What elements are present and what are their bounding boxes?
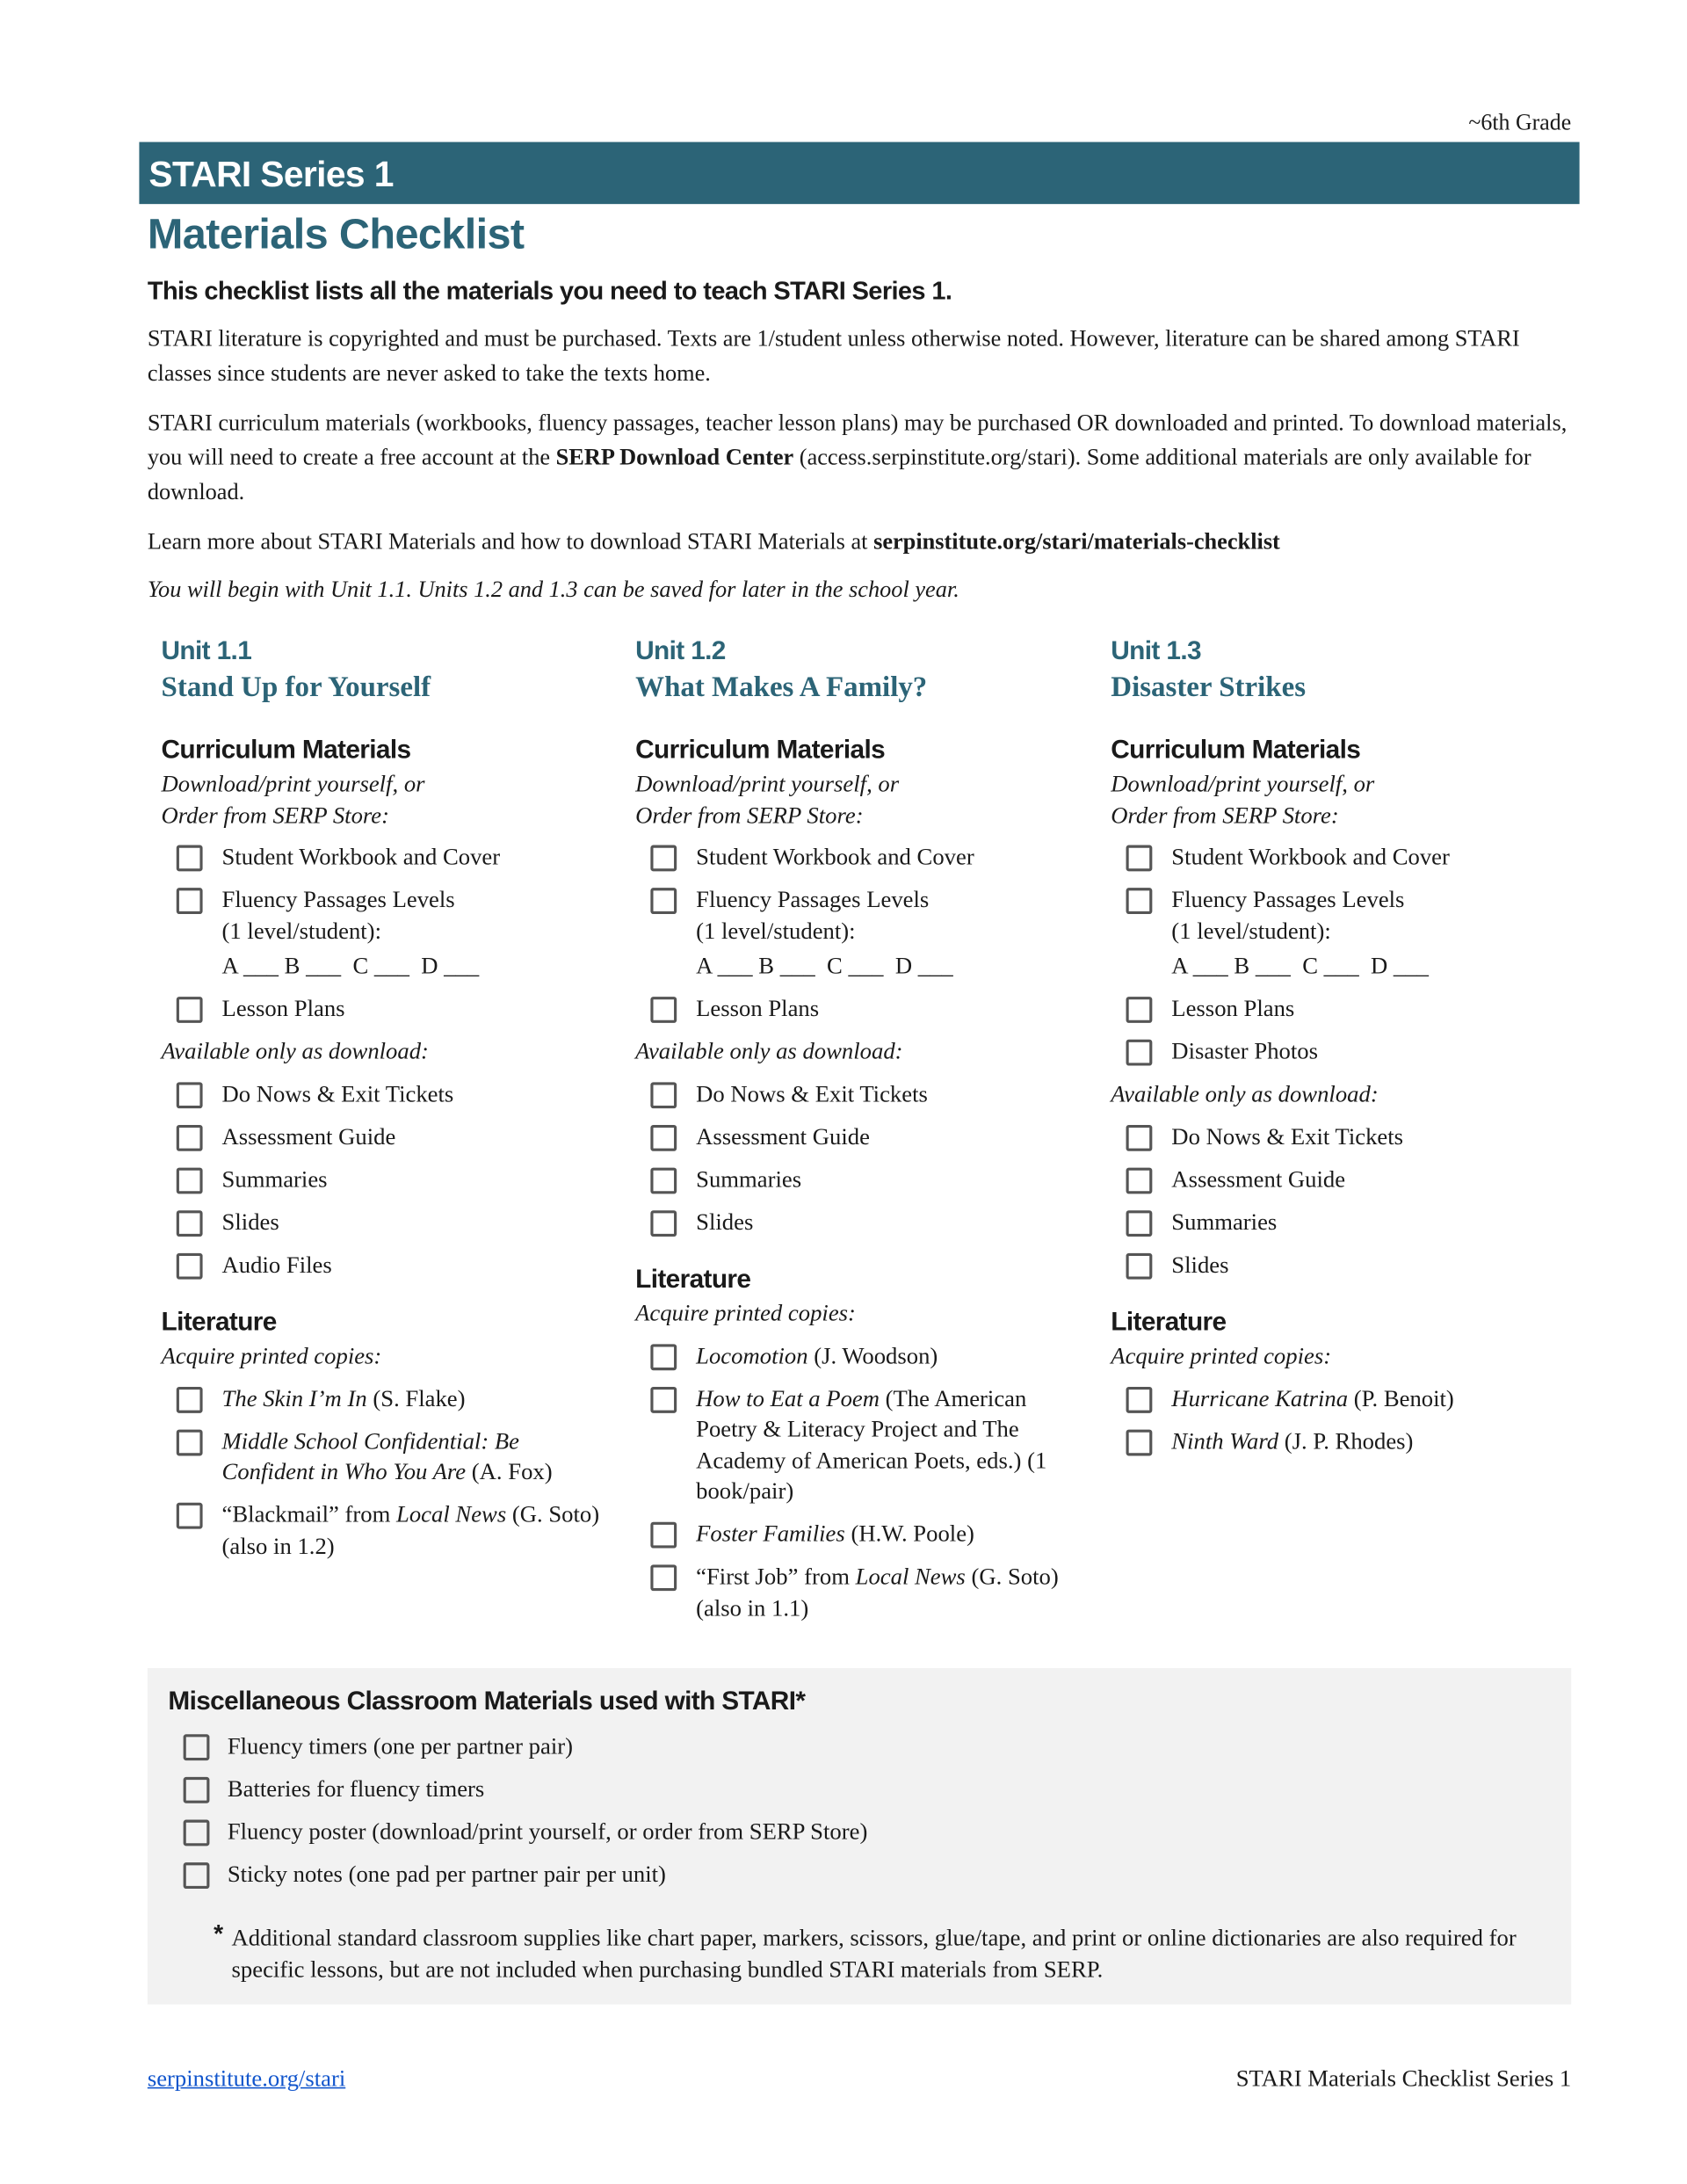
book-author: (S. Flake) [366, 1384, 466, 1411]
literature-item[interactable] [635, 1340, 1090, 1371]
download-note: Download/print yourself, or [1111, 770, 1375, 797]
book-prefix: “Blackmail” from [221, 1501, 396, 1528]
checkbox[interactable] [177, 1503, 203, 1529]
text: STARI curriculum materials (workbooks, fluency passages, teacher lesson plans) may be purchased OR downloaded and printed. To download materials, you will need to create a free account at the [147, 409, 1568, 470]
checkbox[interactable] [650, 1386, 677, 1412]
checkbox[interactable] [650, 1124, 677, 1150]
item-label: Do Nows & Exit Tickets [696, 1079, 928, 1107]
book-title: Locomotion [696, 1342, 808, 1368]
item-label: (1 level/student): [1171, 917, 1331, 944]
checkbox[interactable] [650, 1522, 677, 1549]
workbook-item[interactable] [1111, 842, 1566, 873]
literature-item[interactable] [635, 1520, 1090, 1550]
summ-item[interactable] [1111, 1207, 1566, 1237]
misc-item[interactable] [168, 1817, 1408, 1847]
checkbox[interactable] [1126, 1209, 1153, 1236]
book-title: Local News [395, 1501, 507, 1528]
workbook-item[interactable] [635, 842, 1090, 873]
checkbox[interactable] [1126, 1167, 1153, 1194]
footer-title: STARI Materials Checklist Series 1 [1235, 2064, 1572, 2092]
checkbox[interactable] [1126, 888, 1153, 914]
intro-paragraph-1: STARI literature is copyrighted and must be purchased. Texts are 1/student unless otherwise noted. However, literature can be shared among STARI classes since students are never asked to take the texts home. [147, 325, 1520, 387]
item-label: Audio Files [221, 1251, 332, 1278]
item-label: Fluency Passages Levels [221, 886, 455, 913]
level-counts: A ___ B ___ C ___ D ___ [696, 952, 953, 979]
checkbox[interactable] [184, 1862, 210, 1889]
audio-files-item[interactable] [162, 1250, 617, 1281]
book-title: Foster Families [696, 1520, 845, 1547]
text: (access.serpinstitute.org/stari). Some additional materials are only available for download. [147, 444, 1531, 505]
book-title: Middle School Confidential: Be Confident in Who You Are [221, 1427, 519, 1485]
unit-label: Unit 1.1 [161, 636, 252, 666]
checkbox[interactable] [1126, 997, 1153, 1023]
checkbox[interactable] [177, 1386, 203, 1412]
literature-heading: Literature [1111, 1308, 1227, 1338]
assess-item[interactable] [1111, 1165, 1566, 1195]
checkbox[interactable] [650, 1082, 677, 1108]
misc-list [168, 1731, 1408, 1903]
item-label: Summaries [696, 1165, 802, 1193]
book-author: (P. Benoit) [1348, 1384, 1454, 1411]
unit-label: Unit 1.2 [635, 636, 726, 666]
acquire-note: Acquire printed copies: [1111, 1342, 1332, 1369]
curriculum-heading: Curriculum Materials [1111, 736, 1361, 765]
level-counts: A ___ B ___ C ___ D ___ [221, 952, 480, 979]
checkbox[interactable] [650, 1167, 677, 1194]
checkbox[interactable] [650, 997, 677, 1023]
item-label: Lesson Plans [696, 995, 820, 1022]
item-label: Assessment Guide [696, 1122, 870, 1150]
checkbox[interactable] [650, 1344, 677, 1370]
checkbox[interactable] [177, 1082, 203, 1108]
footnote [214, 1920, 1555, 1985]
checkbox[interactable] [650, 888, 677, 914]
checkbox[interactable] [177, 845, 203, 872]
item-label: Student Workbook and Cover [1171, 843, 1450, 870]
footnote-text: Additional standard classroom supplies like chart paper, markers, scissors, glue/tape, and print or online dictionaries are also required for specific lessons, but are not included when purchasing bundled STARI materials from SERP. [231, 1924, 1517, 1983]
book-author: (J. P. Rhodes) [1278, 1427, 1414, 1455]
order-note: Order from SERP Store: [635, 802, 864, 828]
assess-item[interactable] [635, 1121, 1090, 1152]
banner-title: STARI Series 1 [148, 153, 394, 195]
intro-note: You will begin with Unit 1.1. Units 1.2 and 1.3 can be saved for later in the school year. [147, 576, 959, 603]
checkbox[interactable] [177, 888, 203, 914]
donows-item[interactable] [635, 1078, 1090, 1109]
book-author: (G. Soto) (also in 1.2) [221, 1501, 600, 1559]
slides-item[interactable] [162, 1207, 617, 1237]
literature-item[interactable] [162, 1426, 617, 1489]
item-label: Lesson Plans [221, 995, 345, 1022]
book-author: (G. Soto) (also in 1.1) [696, 1563, 1059, 1621]
order-note: Order from SERP Store: [161, 802, 390, 828]
assess-item[interactable] [162, 1121, 617, 1152]
disaster-photos-item[interactable] [1111, 1037, 1566, 1068]
misc-heading-text: Miscellaneous Classroom Materials used with STARI [168, 1687, 796, 1716]
slides-item[interactable] [1111, 1250, 1566, 1281]
fluency-item[interactable] [1111, 885, 1566, 983]
item-label: Sticky notes (one pad per partner pair per unit) [227, 1861, 666, 1888]
download-note: Download/print yourself, or [635, 770, 900, 797]
lead-text: This checklist lists all the materials you need to teach STARI Series 1. [147, 275, 952, 305]
unit-label: Unit 1.3 [1111, 636, 1201, 666]
text: Learn more about STARI Materials and how to download STARI Materials at [147, 527, 874, 555]
asterisk: * [214, 1920, 224, 1948]
item-label: Fluency timers (one per partner pair) [227, 1732, 573, 1760]
misc-item[interactable] [168, 1860, 1408, 1890]
item-label: Assessment Guide [221, 1122, 396, 1150]
checkbox[interactable] [177, 997, 203, 1023]
workbook-item[interactable] [162, 842, 617, 873]
book-title: Local News [855, 1563, 966, 1590]
item-label: Slides [696, 1208, 754, 1235]
footer-link[interactable]: serpinstitute.org/stari [147, 2064, 346, 2092]
literature-item[interactable] [635, 1383, 1090, 1507]
unit-column-3 [1111, 635, 1566, 1469]
checkbox[interactable] [184, 1734, 210, 1760]
item-label: Lesson Plans [1171, 995, 1295, 1022]
literature-item[interactable] [635, 1562, 1090, 1624]
summ-item[interactable] [162, 1165, 617, 1195]
grade-label: ~6th Grade [1468, 108, 1572, 135]
book-author: (H.W. Poole) [844, 1520, 974, 1547]
curriculum-heading: Curriculum Materials [161, 736, 411, 765]
literature-heading: Literature [161, 1308, 277, 1338]
book-author: (The American Poetry & Literacy Project and The Academy of American Poets, eds.) (1 book/pair) [696, 1384, 1047, 1505]
lesson-plans-item[interactable] [162, 994, 617, 1025]
checkbox[interactable] [1126, 1124, 1153, 1150]
literature-item[interactable] [162, 1500, 617, 1563]
checkbox[interactable] [184, 1820, 210, 1847]
checkbox[interactable] [177, 1252, 203, 1279]
literature-item[interactable] [162, 1383, 617, 1414]
book-title: The Skin I’m In [221, 1384, 367, 1411]
book-title: Hurricane Katrina [1171, 1384, 1349, 1411]
checkbox[interactable] [1126, 1252, 1153, 1279]
unit-title: Disaster Strikes [1111, 670, 1307, 703]
item-label: Slides [1171, 1251, 1229, 1278]
download-only-note: Available only as download: [161, 1038, 429, 1064]
lesson-plans-item[interactable] [1111, 994, 1566, 1025]
book-author: (J. Woodson) [807, 1342, 938, 1368]
literature-item[interactable] [1111, 1383, 1566, 1414]
donows-item[interactable] [1111, 1121, 1566, 1152]
item-label: Summaries [1171, 1208, 1278, 1235]
checkbox[interactable] [177, 1209, 203, 1236]
checkbox[interactable] [177, 1167, 203, 1194]
book-title: How to Eat a Poem [696, 1384, 880, 1411]
item-label: Student Workbook and Cover [696, 843, 974, 870]
acquire-note: Acquire printed copies: [161, 1342, 382, 1369]
download-center-name: SERP Download Center [555, 444, 794, 470]
item-label: Do Nows & Exit Tickets [221, 1079, 454, 1107]
asterisk: * [795, 1687, 806, 1716]
order-note: Order from SERP Store: [1111, 802, 1339, 828]
checkbox[interactable] [1126, 1429, 1153, 1455]
fluency-item[interactable] [162, 885, 617, 983]
item-label: (1 level/student): [696, 917, 856, 944]
unit-title: Stand Up for Yourself [161, 670, 431, 703]
download-only-note: Available only as download: [1111, 1080, 1379, 1107]
download-only-note: Available only as download: [635, 1038, 903, 1064]
item-label: Slides [221, 1208, 279, 1235]
checkbox[interactable] [177, 1124, 203, 1150]
checkbox[interactable] [650, 1564, 677, 1591]
book-prefix: “First Job” from [696, 1563, 856, 1590]
fluency-item[interactable] [635, 885, 1090, 983]
unit-column-2 [635, 635, 1090, 1636]
intro-paragraph-3 [148, 524, 1581, 558]
download-note: Download/print yourself, or [161, 770, 425, 797]
item-label: Do Nows & Exit Tickets [1171, 1122, 1404, 1150]
item-label: (1 level/student): [221, 917, 381, 944]
literature-item[interactable] [1111, 1426, 1566, 1457]
slides-item[interactable] [635, 1207, 1090, 1237]
checkbox[interactable] [177, 1429, 203, 1455]
acquire-note: Acquire printed copies: [635, 1300, 856, 1326]
item-label: Disaster Photos [1171, 1038, 1318, 1064]
book-author: (A. Fox) [466, 1458, 553, 1485]
misc-materials-box [148, 1668, 1571, 2005]
donows-item[interactable] [162, 1078, 617, 1109]
checkbox[interactable] [1126, 1040, 1153, 1066]
unit-column-1 [162, 635, 617, 1574]
unit-title: What Makes A Family? [635, 670, 928, 703]
intro-paragraph-2 [148, 405, 1581, 509]
misc-heading [168, 1687, 805, 1718]
curriculum-heading: Curriculum Materials [635, 736, 886, 765]
literature-heading: Literature [635, 1265, 751, 1295]
checkbox[interactable] [1126, 845, 1153, 872]
misc-item[interactable] [168, 1731, 1408, 1762]
checkbox[interactable] [184, 1777, 210, 1803]
materials-checklist-url[interactable]: serpinstitute.org/stari/materials-checklist [873, 527, 1280, 555]
item-label: Student Workbook and Cover [221, 843, 501, 870]
book-title: Ninth Ward [1171, 1427, 1279, 1455]
item-label: Assessment Guide [1171, 1165, 1346, 1193]
misc-item[interactable] [168, 1774, 1408, 1805]
checkbox[interactable] [650, 1209, 677, 1236]
level-counts: A ___ B ___ C ___ D ___ [1171, 952, 1429, 979]
checkbox[interactable] [1126, 1386, 1153, 1412]
lesson-plans-item[interactable] [635, 994, 1090, 1025]
item-label: Fluency Passages Levels [1171, 886, 1405, 913]
page-title: Materials Checklist [147, 209, 525, 258]
item-label: Fluency poster (download/print yourself, or order from SERP Store) [227, 1818, 868, 1845]
item-label: Batteries for fluency timers [227, 1775, 485, 1803]
summ-item[interactable] [635, 1165, 1090, 1195]
series-banner [139, 142, 1579, 205]
item-label: Fluency Passages Levels [696, 886, 930, 913]
item-label: Summaries [221, 1165, 328, 1193]
checkbox[interactable] [650, 845, 677, 872]
